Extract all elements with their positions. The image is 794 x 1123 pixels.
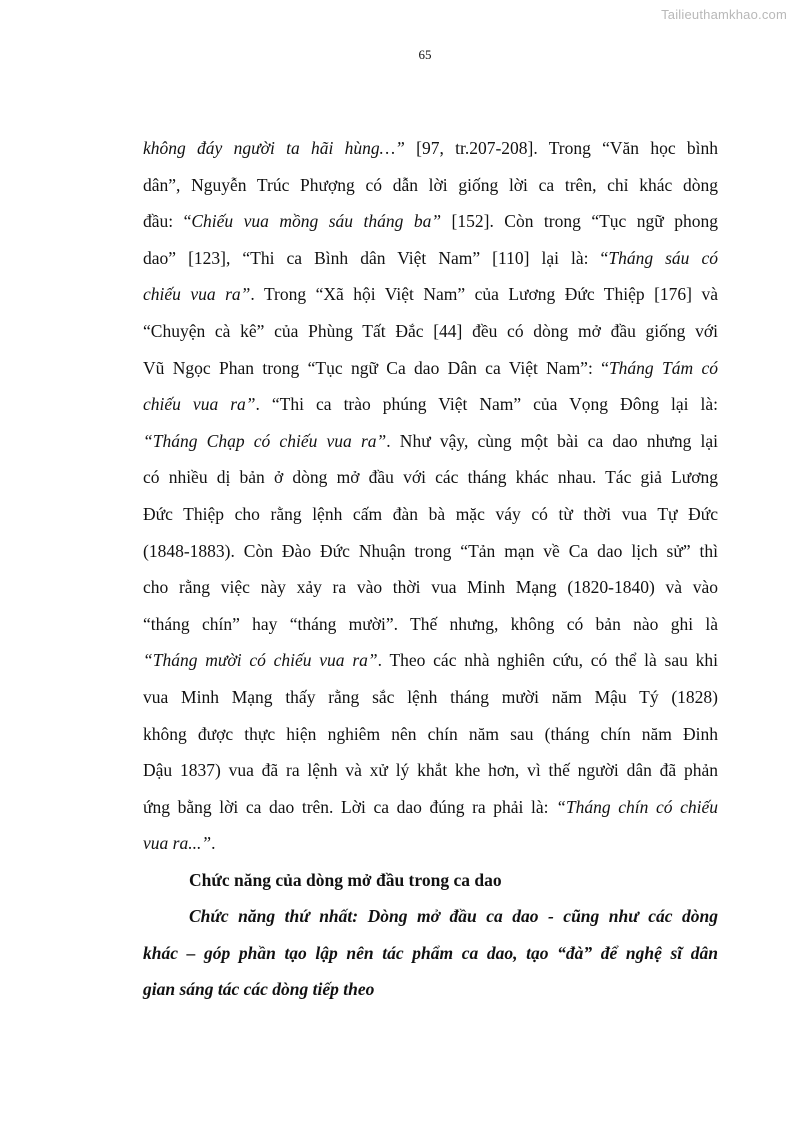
paragraph-line	[143, 533, 718, 570]
paragraph-line	[143, 350, 718, 387]
text-run: (1848-1883). Còn Đào Đức Nhuận trong “Tản mạn về Ca dao lịch sử” thì	[143, 540, 718, 561]
subheading-line: Chức năng thứ nhất: Dòng mở đầu ca dao - cũng như các dòng	[189, 906, 718, 926]
paragraph-line	[143, 240, 718, 277]
text-run: . “Thi ca trào phúng Việt Nam” của Vọng Đông lại là:	[255, 394, 718, 415]
text-run: cho rằng việc này xảy ra vào thời vua Minh Mạng (1820-1840) và vào	[143, 577, 718, 598]
page-number: 65	[418, 47, 432, 62]
text-run: [97, tr.207-208]. Trong “Văn học bình	[404, 138, 718, 158]
paragraph-line	[143, 606, 718, 643]
italic-run: Tháng Tám có	[608, 357, 719, 378]
text-run: không được thực hiện nghiêm nên chín năm sau (tháng chín năm Đinh	[143, 723, 718, 744]
paragraph-line	[143, 642, 718, 679]
text-run: . Trong “Xã hội Việt Nam” của Lương Đức Thiệp [176] và	[250, 284, 718, 305]
subheading-line: khác – góp phần tạo lập nên tác phẩm ca dao, tạo “đà” để nghệ sĩ dân	[143, 942, 718, 963]
paragraph-line	[143, 569, 718, 606]
paragraph-line	[143, 167, 718, 204]
text-run: .	[211, 833, 216, 854]
subheading	[143, 898, 718, 1008]
text-run: dao” [123], “Thi ca Bình dân Việt Nam” [110] lại là: “	[143, 247, 609, 268]
text-run: “Chuyện cà kê” của Phùng Tất Đắc [44] đều có dòng mở đầu giống với	[143, 320, 718, 341]
italic-run: chiếu vua ra”	[143, 284, 251, 305]
text-run: . Như vậy, cùng một bài ca dao nhưng lại	[386, 430, 718, 451]
watermark: Tailieuthamkhao.com	[661, 7, 787, 22]
paragraph-line	[143, 130, 718, 167]
paragraph-line	[143, 386, 718, 423]
italic-run: không đáy người ta hãi hùng…”	[143, 138, 405, 158]
paragraph-line	[143, 679, 718, 716]
paragraph-line	[143, 459, 718, 496]
italic-run: chiếu vua ra”	[143, 394, 256, 415]
paragraph-line	[143, 716, 718, 753]
text-run: . Theo các nhà nghiên cứu, có thể là sau khi	[377, 650, 719, 671]
italic-run: Chiếu vua mồng sáu tháng ba”	[191, 211, 442, 232]
paragraph-line	[143, 276, 718, 313]
paragraph-line	[143, 496, 718, 533]
paragraph-line	[143, 789, 718, 826]
paragraph-line	[143, 423, 718, 460]
text-run: ứng bằng lời ca dao trên. Lời ca dao đúng ra phải là:	[143, 796, 557, 817]
text-run: Dậu 1837) vua đã ra lệnh và xử lý khắt khe hơn, vì thế người dân đã phản	[143, 760, 718, 781]
paragraph-line	[143, 203, 718, 240]
text-run: dân”, Nguyễn Trúc Phượng có dẫn lời giống lời ca trên, chỉ khác dòng	[143, 174, 718, 195]
text-run: Vũ Ngọc Phan trong “Tục ngữ Ca dao Dân ca Việt Nam”: “	[143, 357, 609, 378]
body-paragraph	[143, 130, 718, 862]
italic-run: “Tháng mười có chiếu vua ra”	[143, 650, 378, 671]
text-run: có nhiều dị bản ở dòng mở đầu với các tháng khác nhau. Tác giả Lương	[143, 467, 718, 488]
italic-run: Tháng sáu có	[608, 247, 719, 268]
text-run: đầu: “	[143, 211, 192, 232]
italic-run: vua ra...”	[143, 833, 212, 854]
italic-run: “Tháng chín có chiếu	[556, 796, 718, 817]
text-run: vua Minh Mạng thấy rằng sắc lệnh tháng mười năm Mậu Tý (1828)	[143, 686, 718, 707]
text-run: Đức Thiệp cho rằng lệnh cấm đàn bà mặc váy có từ thời vua Tự Đức	[143, 503, 718, 524]
paragraph-line	[143, 825, 718, 862]
paragraph-line	[143, 752, 718, 789]
text-run: “tháng chín” hay “tháng mười”. Thế nhưng, không có bản nào ghi là	[143, 613, 718, 634]
text-run: [152]. Còn trong “Tục ngữ phong	[441, 211, 718, 232]
section-heading: Chức năng của dòng mở đầu trong ca dao	[189, 870, 502, 890]
subheading-line: gian sáng tác các dòng tiếp theo	[143, 979, 375, 1000]
italic-run: “Tháng Chạp có chiếu vua ra”	[143, 430, 387, 451]
paragraph-line	[143, 313, 718, 350]
